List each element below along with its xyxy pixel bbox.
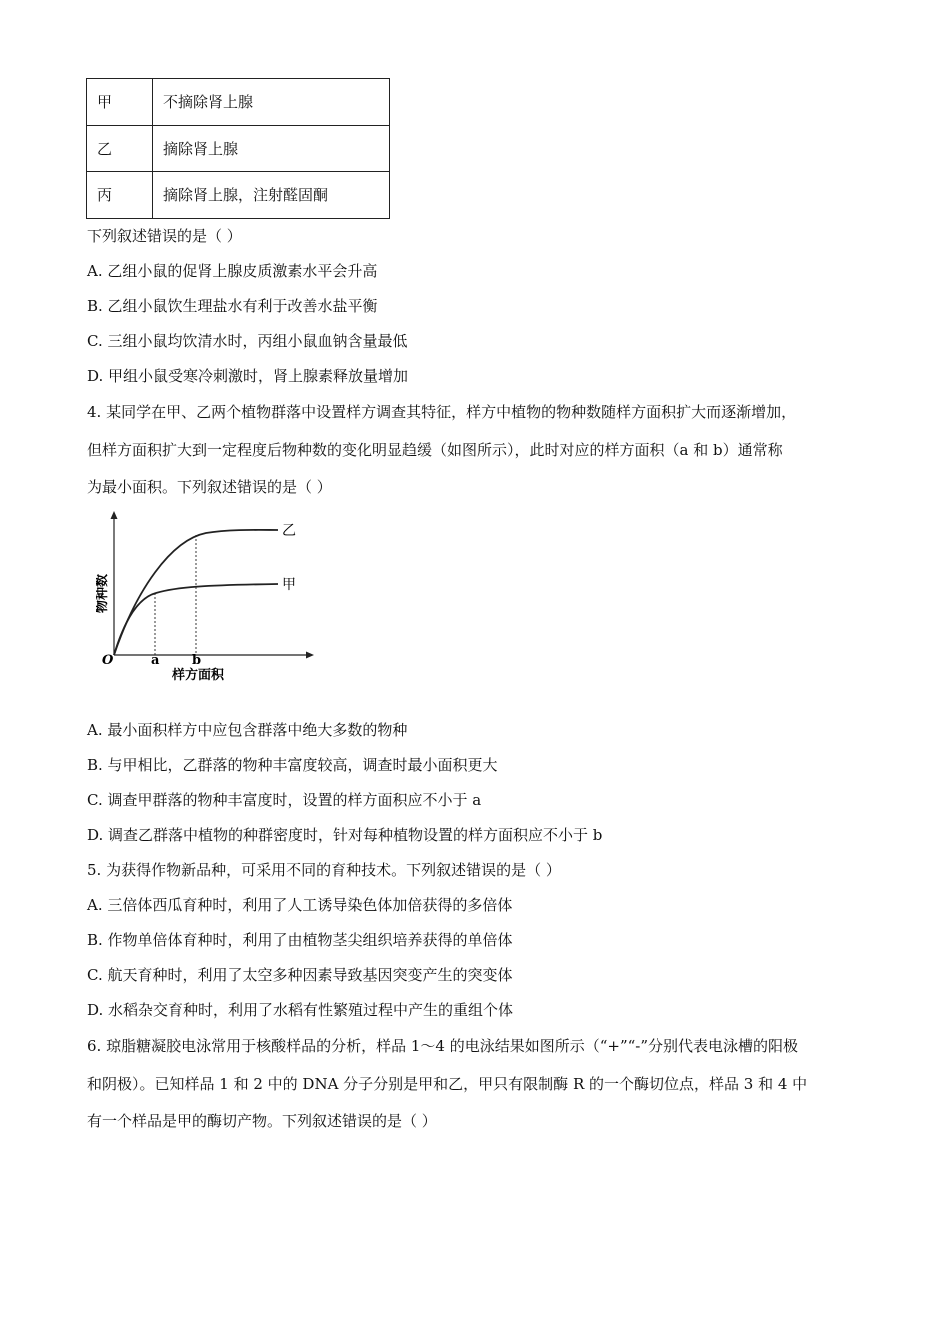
q3-stem: 下列叙述错误的是（ ）: [87, 227, 242, 245]
q6-stem-line: 有一个样品是甲的酶切产物。下列叙述错误的是（ ）: [87, 1112, 437, 1130]
q5-option-d: D. 水稻杂交育种时，利用了水稻有性繁殖过程中产生的重组个体: [87, 1001, 514, 1019]
table-row: [87, 125, 390, 172]
table-row: [87, 172, 390, 219]
group-cell: 丙: [87, 172, 153, 219]
q3-option-b: B. 乙组小鼠饮生理盐水有利于改善水盐平衡: [87, 297, 378, 315]
y-axis-label: 物种数: [96, 573, 110, 613]
q4-option-a: A. 最小面积样方中应包含群落中绝大多数的物种: [87, 721, 408, 739]
tick-label-a: a: [151, 653, 160, 668]
q4-option-d: D. 调查乙群落中植物的种群密度时，针对每种植物设置的样方面积应不小于 b: [87, 826, 603, 844]
q6-stem-line: 和阴极）。已知样品 1 和 2 中的 DNA 分子分别是甲和乙，甲只有限制酶 R 的一个酶切位点，样品 3 和 4 中: [87, 1075, 808, 1093]
q4-option-c: C. 调查甲群落的物种丰富度时，设置的样方面积应不小于 a: [87, 791, 482, 809]
experiment-table: [86, 78, 390, 219]
species-area-chart: [96, 505, 316, 685]
q3-option-d: D. 甲组小鼠受寒冷刺激时，肾上腺素释放量增加: [87, 367, 409, 385]
q4-stem-line: 为最小面积。下列叙述错误的是（ ）: [87, 478, 332, 496]
x-axis-arrow: [306, 652, 314, 659]
q5-stem: 5. 为获得作物新品种，可采用不同的育种技术。下列叙述错误的是（ ）: [87, 861, 561, 879]
y-axis-arrow: [111, 511, 118, 519]
q5-option-a: A. 三倍体西瓜育种时，利用了人工诱导染色体加倍获得的多倍体: [87, 896, 513, 914]
treatment-cell: 摘除肾上腺: [153, 125, 390, 172]
treatment-cell: 不摘除肾上腺: [153, 79, 390, 126]
q4-stem-line: 但样方面积扩大到一定程度后物种数的变化明显趋缓（如图所示），此时对应的样方面积（a 和 b）通常称: [87, 441, 783, 459]
group-cell: 乙: [87, 125, 153, 172]
q3-option-a: A. 乙组小鼠的促肾上腺皮质激素水平会升高: [87, 262, 378, 280]
treatment-cell: 摘除肾上腺，注射醛固酮: [153, 172, 390, 219]
series-label-yi: 乙: [282, 523, 296, 539]
group-cell: 甲: [87, 79, 153, 126]
origin-label: O: [102, 653, 114, 668]
q5-option-c: C. 航天育种时，利用了太空多种因素导致基因突变产生的突变体: [87, 966, 513, 984]
tick-label-b: b: [192, 653, 202, 668]
q6-stem-line: 6. 琼脂糖凝胶电泳常用于核酸样品的分析，样品 1～4 的电泳结果如图所示（“+”“-”分别代表电泳槽的阳极: [87, 1037, 799, 1055]
q3-option-c: C. 三组小鼠均饮清水时，丙组小鼠血钠含量最低: [87, 332, 408, 350]
series-label-jia: 甲: [282, 577, 296, 593]
q5-option-b: B. 作物单倍体育种时，利用了由植物茎尖组织培养获得的单倍体: [87, 931, 513, 949]
x-axis-label: 样方面积: [172, 668, 225, 683]
table-row: [87, 79, 390, 126]
q4-option-b: B. 与甲相比，乙群落的物种丰富度较高，调查时最小面积更大: [87, 756, 498, 774]
q4-stem-line: 4. 某同学在甲、乙两个植物群落中设置样方调查其特征，样方中植物的物种数随样方面积扩大而逐渐增加，: [87, 403, 797, 421]
